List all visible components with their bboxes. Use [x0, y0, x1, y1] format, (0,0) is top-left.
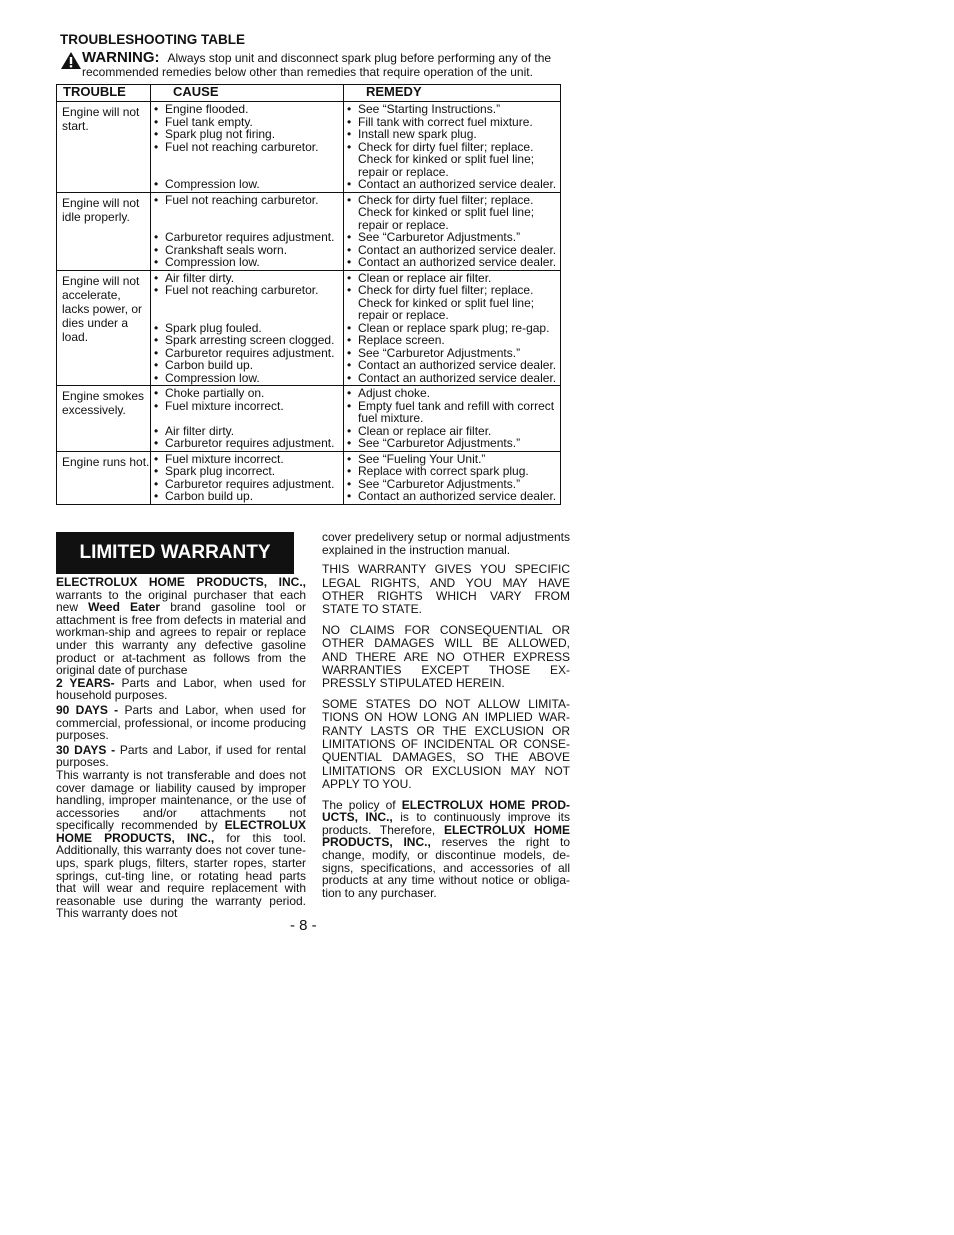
remedy-item: • Contact an authorized service dealer.	[347, 358, 557, 372]
warranty-legal-rights: THIS WARRANTY GIVES YOU SPECIFIC LEGAL RIGHTS, AND YOU MAY HAVE OTHER RIGHTS WHICH VARY FROM STATE TO STATE.	[322, 562, 570, 617]
remedy-item: • See “Fueling Your Unit.”	[347, 451, 486, 466]
cause-item: • Carburetor requires adjustment.	[154, 476, 335, 491]
header-cause: CAUSE	[151, 85, 344, 102]
cause-item: • Spark plug incorrect.	[154, 464, 276, 478]
table-header-row	[57, 85, 561, 102]
cause-item: • Carburetor requires adjustment.	[154, 436, 335, 450]
remedy-item: • Contact an authorized service dealer.	[347, 255, 557, 269]
cause-item: • Fuel mixture incorrect.	[154, 398, 284, 413]
remedy-item: • See “Carburetor Adjustments.”	[347, 476, 521, 491]
troubleshooting-table	[56, 84, 561, 505]
warning-triangle-icon	[60, 51, 82, 70]
cause-item: • Carburetor requires adjustment.	[154, 345, 335, 360]
cause-cell	[151, 386, 344, 452]
remedy-item: • Contact an authorized service dealer.	[347, 177, 557, 191]
remedy-cell	[344, 451, 561, 504]
cause-item: • Engine flooded.	[154, 102, 249, 116]
table-row	[57, 102, 561, 193]
remedy-item: • Replace with correct spark plug.	[347, 464, 529, 478]
header-remedy: REMEDY	[344, 85, 561, 102]
trouble-cell: Engine will not start.	[57, 102, 151, 193]
table-row	[57, 386, 561, 452]
remedy-cell	[344, 102, 561, 193]
remedy-item: • See “Carburetor Adjustments.”	[347, 230, 521, 244]
cause-item: • Spark arresting screen clogged.	[154, 333, 335, 347]
cause-item: • Choke partially on.	[154, 386, 265, 400]
warranty-term-30-days: 30 DAYS - Parts and Labor, if used for rental purposes.	[56, 742, 307, 770]
remedy-item: • Check for dirty fuel filter; replace. Check for kinked or split fuel line; repair or replace.	[347, 192, 535, 232]
remedy-item: • See “Starting Instructions.”	[347, 102, 501, 116]
cause-item: • Carbon build up.	[154, 358, 254, 372]
warranty-continued: cover predelivery setup or normal adjustments explained in the instruction manual.	[322, 530, 570, 557]
warning-text-line1: Always stop unit and disconnect spark plug before performing any of the	[167, 51, 552, 65]
cause-item: • Carbon build up.	[154, 489, 254, 503]
warranty-some-states: SOME STATES DO NOT ALLOW LIMITA-TIONS ON HOW LONG AN IMPLIED WAR-RANTY LASTS OR THE EXCLUSION OR LIMITATIONS OF INCIDENTAL OR CONSE-QUENTIAL DAMAGES, SO THE ABOVE LIMITATIONS OR EXCLUSION MAY NOT APPLY TO YOU.	[322, 696, 570, 792]
troubleshooting-title: TROUBLESHOOTING TABLE	[60, 32, 245, 47]
remedy-item: • Fill tank with correct fuel mixture.	[347, 114, 533, 129]
cause-cell	[151, 102, 344, 193]
warranty-right-column	[322, 531, 570, 906]
table-row	[57, 192, 561, 270]
cause-item: • Fuel not reaching carburetor.	[154, 283, 319, 297]
remedy-item: • Contact an authorized service dealer.	[347, 242, 557, 257]
remedy-item: • Clean or replace spark plug; re-gap.	[347, 320, 550, 335]
trouble-cell: Engine smokes excessively.	[57, 386, 151, 452]
remedy-item: • See “Carburetor Adjustments.”	[347, 436, 521, 450]
cause-cell	[151, 192, 344, 270]
trouble-cell: Engine will not accelerate, lacks power, or dies under a load.	[57, 270, 151, 386]
remedy-item: • Install new spark plug.	[347, 127, 477, 141]
cause-item: • Compression low.	[154, 255, 260, 269]
cause-item: • Air filter dirty.	[154, 270, 235, 285]
cause-item: • Fuel mixture incorrect.	[154, 451, 284, 466]
trouble-cell: Engine runs hot.	[57, 451, 151, 504]
remedy-item: • Check for dirty fuel filter; replace. Check for kinked or split fuel line; repair or replace.	[347, 139, 535, 179]
cause-item: • Spark plug fouled.	[154, 320, 262, 335]
remedy-item: • Clean or replace air filter.	[347, 270, 492, 285]
cause-item: • Compression low.	[154, 370, 260, 385]
limited-warranty-banner: LIMITED WARRANTY	[56, 532, 294, 574]
warranty-transfer-paragraph: This warranty is not transferable and does not cover damage or liability caused by improper handling, improper maintenance, or the use of accessories and/or attachments not specifically recommended by ELECTROLUX HOME PRODUCTS, INC., for this tool. Additionally, this warranty does not cover tune-ups, spark plugs, filters, starter ropes, starter springs, cut-ting line, or rotating head parts that will wear and require replacement with reasonable use during the warranty period. This warranty does not	[56, 767, 306, 921]
remedy-cell	[344, 386, 561, 452]
header-trouble: TROUBLE	[57, 85, 151, 102]
cause-cell	[151, 451, 344, 504]
remedy-item: • Clean or replace air filter.	[347, 423, 492, 438]
cause-item: • Fuel not reaching carburetor.	[154, 192, 319, 207]
cause-item: • Compression low.	[154, 177, 260, 191]
remedy-cell	[344, 192, 561, 270]
page-number: - 8 -	[290, 917, 317, 934]
warranty-policy: The policy of ELECTROLUX HOME PROD-UCTS, INC., is to continuously improve its products. Therefore, ELECTROLUX HOME PRODUCTS, INC., reserves the right to change, modify, or discontinue models, de-signs, specifications, and accessories of all products at any time without notice or obliga-tion to any purchaser.	[322, 797, 571, 900]
warning-text-line2: recommended remedies below other than remedies that require operation of the unit.	[82, 65, 533, 79]
remedy-cell	[344, 270, 561, 386]
remedy-item: • Replace screen.	[347, 333, 445, 347]
remedy-item: • See “Carburetor Adjustments.”	[347, 345, 521, 360]
remedy-item: • Contact an authorized service dealer.	[347, 489, 557, 503]
table-row	[57, 270, 561, 386]
warranty-term-90-days: 90 DAYS - Parts and Labor, when used for commercial, professional, or income producing purposes.	[56, 702, 307, 743]
cause-item: • Air filter dirty.	[154, 423, 235, 438]
warranty-intro: ELECTROLUX HOME PRODUCTS, INC., warrants to the original purchaser that each new Weed Eater brand gasoline tool or attachment is free from defects in material and workman-ship and agrees to repair or replace under this warranty any defective gasoline product or at-tachment as follows from the original date of purchase	[56, 575, 306, 678]
table-row	[57, 451, 561, 504]
remedy-item: • Adjust choke.	[347, 386, 431, 400]
warning-label: WARNING:	[82, 49, 160, 66]
warranty-term-2-years: 2 YEARS- Parts and Labor, when used for household purposes.	[56, 675, 306, 703]
cause-item: • Carburetor requires adjustment.	[154, 230, 335, 244]
cause-item: • Spark plug not firing.	[154, 127, 276, 141]
cause-item: • Crankshaft seals worn.	[154, 242, 288, 257]
cause-cell	[151, 270, 344, 386]
remedy-item: • Empty fuel tank and refill with correct fuel mixture.	[347, 398, 555, 425]
cause-item: • Fuel not reaching carburetor.	[154, 139, 319, 154]
remedy-item: • Contact an authorized service dealer.	[347, 370, 557, 385]
remedy-item: • Check for dirty fuel filter; replace. Check for kinked or split fuel line; repair or replace.	[347, 283, 535, 322]
warranty-left-column	[56, 576, 306, 920]
cause-item: • Fuel tank empty.	[154, 114, 253, 129]
trouble-cell: Engine will not idle properly.	[57, 192, 151, 270]
warranty-no-claims: NO CLAIMS FOR CONSEQUENTIAL OR OTHER DAMAGES WILL BE ALLOWED, AND THERE ARE NO OTHER EXPRESS WARRANTIES EXCEPT THOSE EX-PRESSLY STIPULATED HEREIN.	[322, 622, 570, 691]
